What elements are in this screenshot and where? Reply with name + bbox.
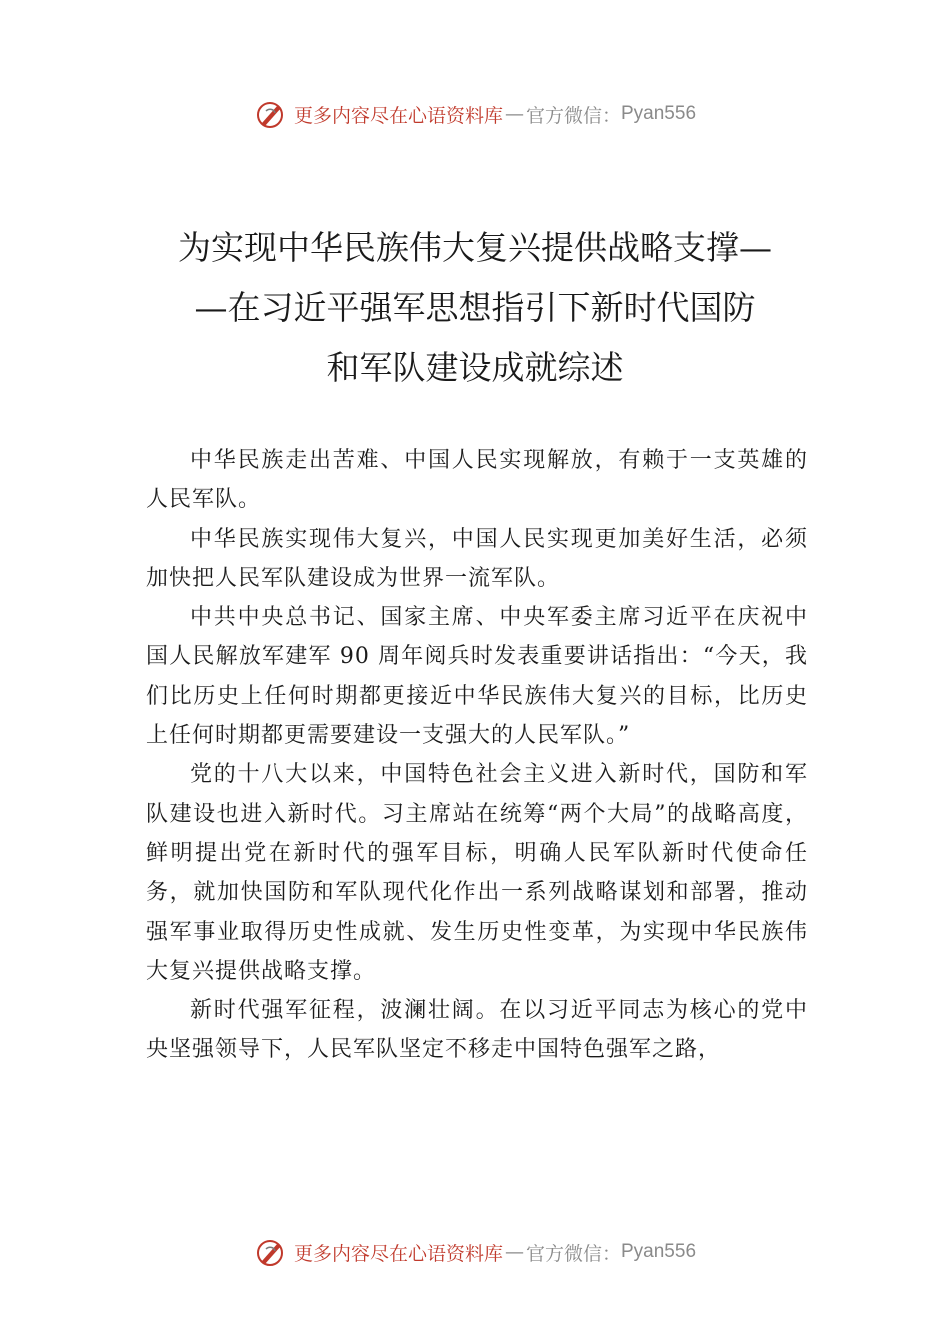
footer-brand-text: 更多内容尽在心语资料库: [293, 1242, 503, 1265]
paragraph: 中共中央总书记、国家主席、中央军委主席习近平在庆祝中国人民解放军建军 90 周年阅兵时发表重要讲话指出：“今天，我们比历史上任何时期都更接近中华民族伟大复兴的目标，比历史上任何时期都更需要建设一支强大的人民军队。”: [146, 605, 808, 749]
title-line: 为实现中华民族伟大复兴提供战略支撑—: [178, 228, 772, 267]
header-wechat-id: Pyan556: [621, 103, 697, 124]
title-line: 和军队建设成就综述: [326, 348, 624, 387]
footer-separator: —: [504, 1241, 524, 1263]
footer-banner: [0, 1232, 950, 1272]
footer-wechat-label: 官方微信：: [525, 1242, 621, 1265]
paragraph: 党的十八大以来，中国特色社会主义进入新时代，国防和军队建设也进入新时代。习主席站在统筹“两个大局”的战略高度，鲜明提出党在新时代的强军目标，明确人民军队新时代使命任务，就加快国防和军队现代化作出一系列战略谋划和部署，推动强军事业取得历史性成就、发生历史性变革，为实现中华民族伟大复兴提供战略支撑。: [146, 762, 808, 984]
paragraph: 中华民族走出苦难、中国人民实现解放，有赖于一支英雄的人民军队。: [146, 448, 808, 513]
pen-logo-icon: [254, 97, 288, 131]
footer-wechat-id: Pyan556: [621, 1241, 697, 1262]
pen-logo-icon: [254, 1235, 288, 1269]
header-wechat-label: 官方微信：: [525, 104, 621, 127]
header-separator: —: [504, 103, 524, 125]
title-line: —在习近平强军思想指引下新时代国防: [194, 288, 756, 327]
header-brand-text: 更多内容尽在心语资料库: [293, 104, 503, 127]
article-body: [146, 441, 808, 1070]
article-title: [140, 218, 810, 398]
header-banner: [0, 94, 950, 134]
paragraph: 新时代强军征程，波澜壮阔。在以习近平同志为核心的党中央坚强领导下，人民军队坚定不移走中国特色强军之路，: [146, 998, 808, 1063]
paragraph: 中华民族实现伟大复兴，中国人民实现更加美好生活，必须加快把人民军队建设成为世界一流军队。: [146, 526, 808, 591]
